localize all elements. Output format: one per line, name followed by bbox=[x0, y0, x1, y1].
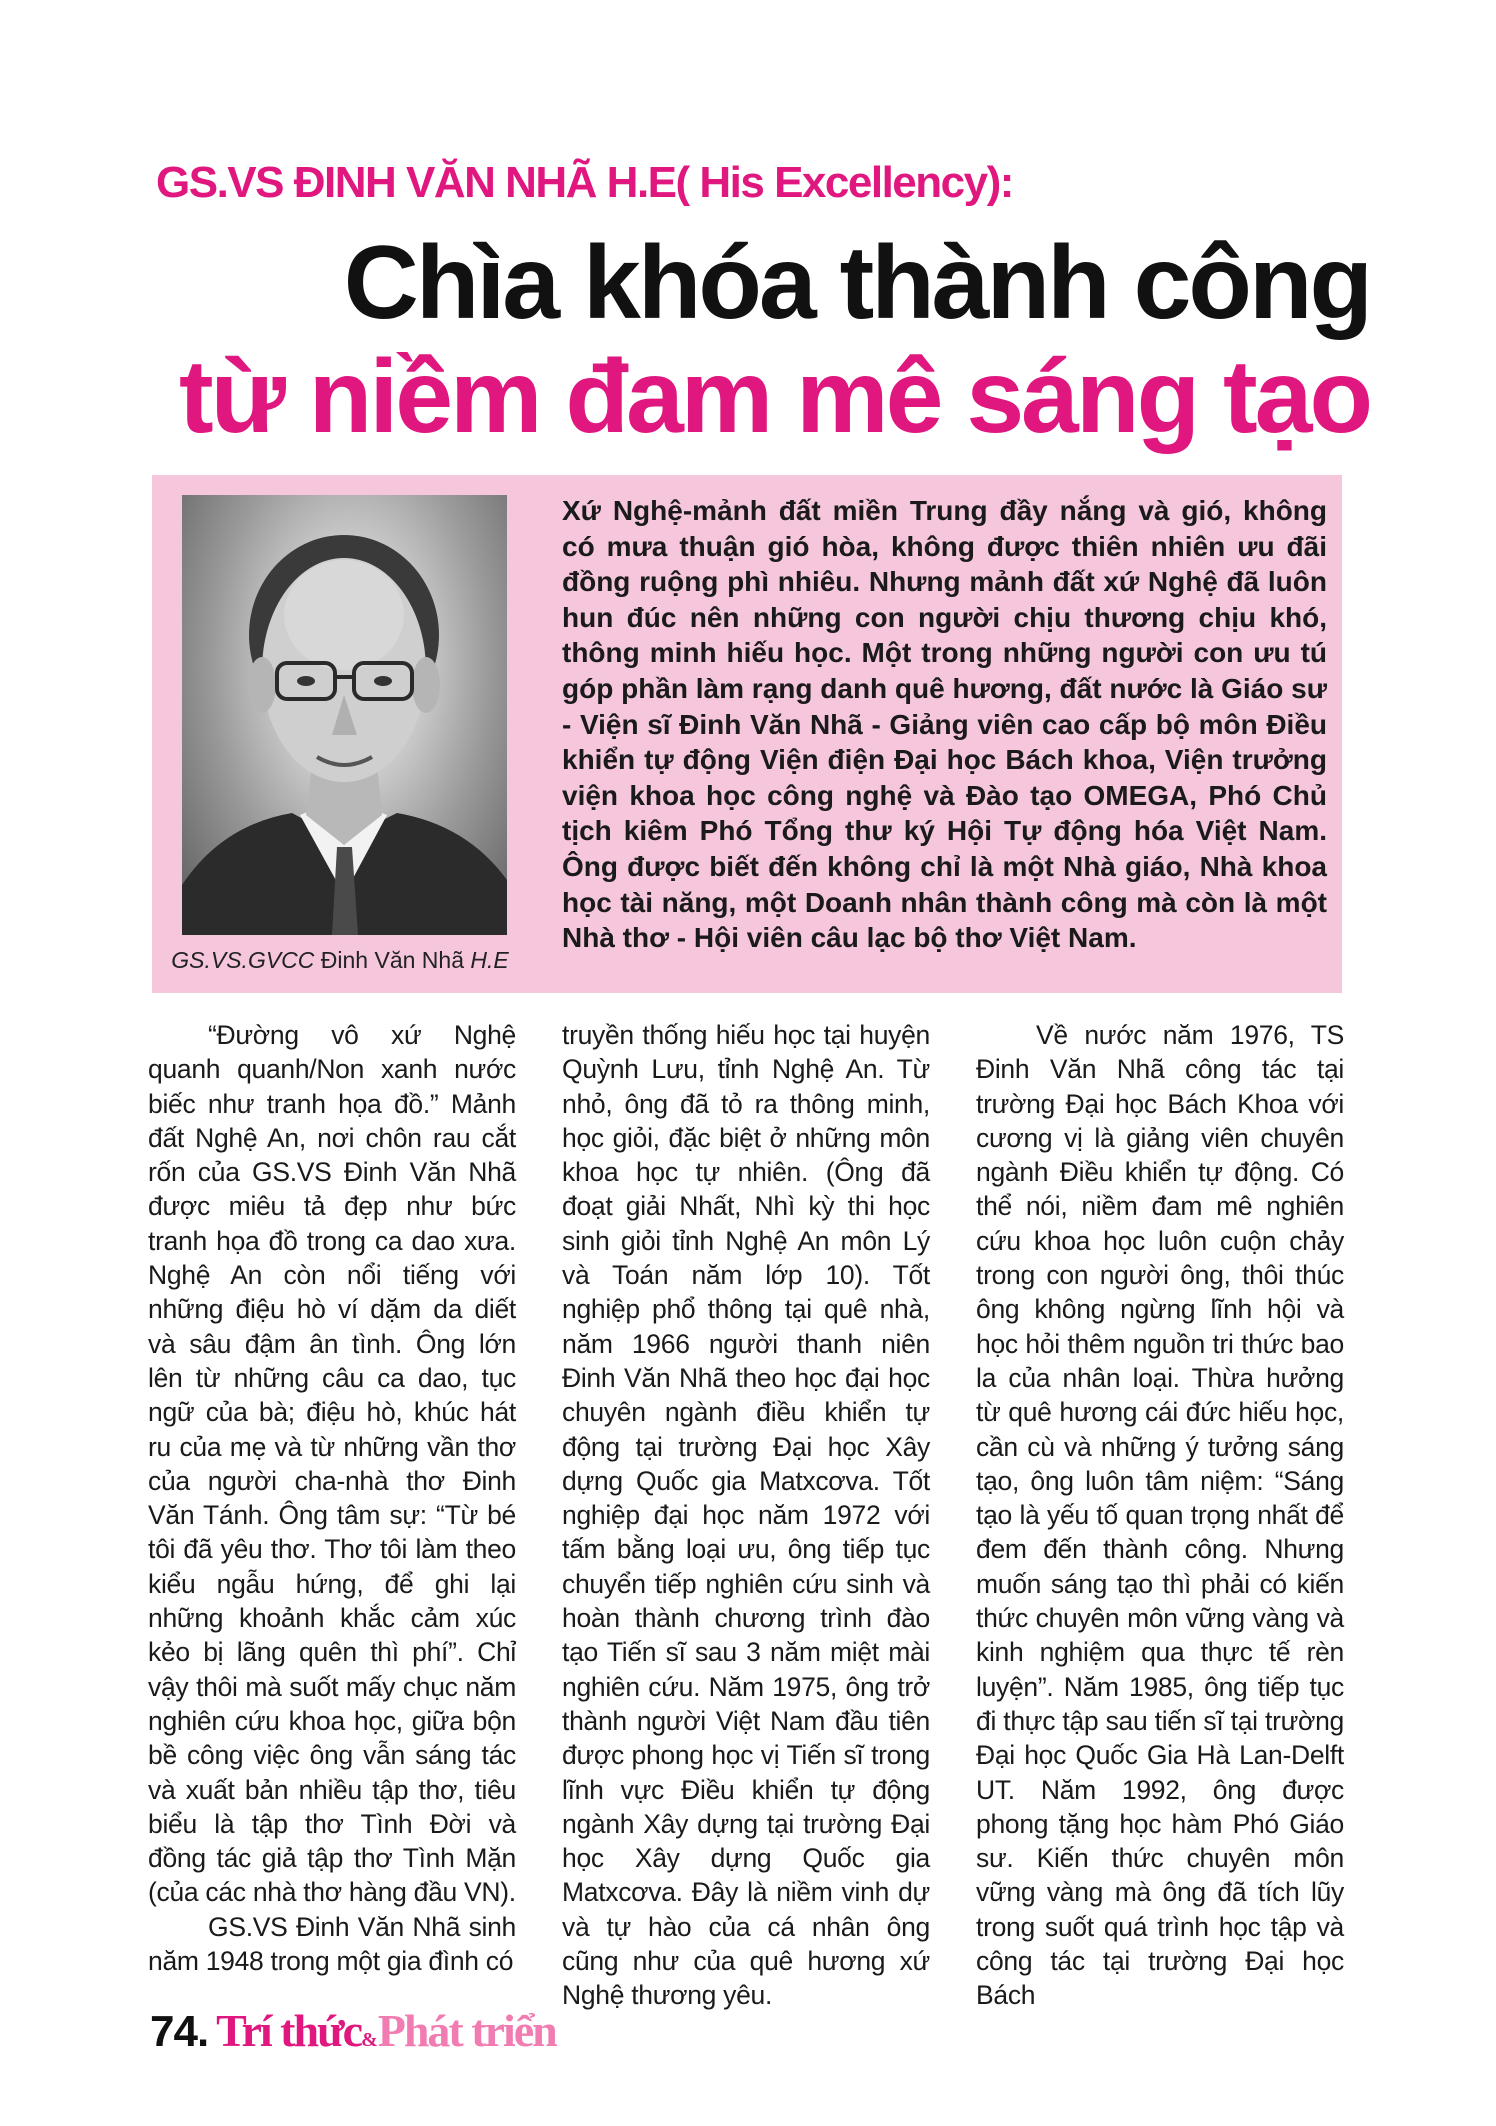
paragraph: Về nước năm 1976, TS Đinh Văn Nhã công tác tại trường Đại học Bách Khoa với cương vị là giảng viên chuyên ngành Điều khiển tự động. Có thể nói, niềm đam mê nghiên cứu khoa học luôn cuộn chảy trong con người ông, thôi thúc ông không ngừng lĩnh hội và học hỏi thêm nguồn tri thức bao la của nhân loại. Thừa hưởng từ quê hương cái đức hiếu học, cần cù và những ý tưởng sáng tạo, ông luôn tâm niệm: “Sáng tạo là yếu tố quan trọng nhất để đem đến thành công. Nhưng muốn sáng tạo thì phải có kiến thức chuyên môn vững vàng và kinh nghiệm qua thực tế rèn luyện”. Năm 1985, ông tiếp tục đi thực tập sau tiến sĩ tại trường Đại học Quốc Gia Hà Lan-Delft UT. Năm 1992, ông được phong tặng học hàm Phó Giáo sư. Kiến thức chuyên môn vững vàng mà ông đã tích lũy trong suốt quá trình học tập và công tác tại trường Đại học Bách bbox=[976, 1020, 1344, 2011]
portrait-illustration bbox=[182, 495, 507, 935]
magazine-name-amp: & bbox=[361, 2029, 378, 2051]
page-number: 74. bbox=[150, 2007, 209, 2056]
article-body bbox=[148, 1018, 1348, 2011]
caption-suffix: H.E bbox=[470, 947, 509, 973]
intro-paragraph: Xứ Nghệ-mảnh đất miền Trung đầy nắng và gió, không có mưa thuận gió hòa, không được thiên nhiên ưu đãi đồng ruộng phì nhiêu. Nhưng mảnh đất xứ Nghệ đã luôn hun đúc nên những con người chịu thương chịu khó, thông minh hiếu học. Một trong những người con ưu tú góp phần làm rạng danh quê hương, đất nước là Giáo sư - Viện sĩ Đinh Văn Nhã - Giảng viên cao cấp bộ môn Điều khiển tự động Viện điện Đại học Bách khoa, Viện trưởng viện khoa học công nghệ và Đào tạo OMEGA, Phó Chủ tịch kiêm Phó Tổng thư ký Hội Tự động hóa Việt Nam. Ông được biết đến không chỉ là một Nhà giáo, Nhà khoa học tài năng, một Doanh nhân thành công mà còn là một Nhà thơ - Hội viên câu lạc bộ thơ Việt Nam. bbox=[562, 495, 1327, 954]
paragraph: “Đường vô xứ Nghệ quanh quanh/Non xanh nước biếc như tranh họa đồ.” Mảnh đất Nghệ An, nơi chôn rau cắt rốn của GS.VS Đinh Văn Nhã được miêu tả đẹp như bức tranh họa đồ trong ca dao xưa. Nghệ An còn nổi tiếng với những điệu hò ví dặm da diết và sâu đậm ân tình. Ông lớn lên từ những câu ca dao, tục ngữ của bà; điệu hò, khúc hát ru của mẹ và từ những vần thơ của người cha-nhà thơ Đinh Văn Tánh. Ông tâm sự: “Từ bé tôi đã yêu thơ. Thơ tôi làm theo kiểu ngẫu hứng, để ghi lại những khoảnh khắc cảm xúc kẻo bị lãng quên thì phí”. Chỉ vậy thôi mà suốt mấy chục năm nghiên cứu khoa học, giữa bộn bề công việc ông vẫn sáng tác và xuất bản nhiều tập thơ, tiêu biểu là tập thơ Tình Đời và đồng tác giả tập thơ Tình Mặn (của các nhà thơ hàng đầu VN). bbox=[148, 1020, 516, 1908]
article-kicker: GS.VS ĐINH VĂN NHÃ H.E( His Excellency): bbox=[156, 158, 1013, 207]
portrait-photo bbox=[182, 495, 507, 935]
headline-line2: từ niềm đam mê sáng tạo bbox=[178, 339, 1370, 455]
magazine-name-part1: Trí thức bbox=[216, 2005, 362, 2056]
caption-name: Đinh Văn Nhã bbox=[320, 947, 464, 973]
column-3 bbox=[976, 1018, 1344, 2013]
intro-box bbox=[152, 475, 1342, 993]
photo-caption bbox=[160, 947, 520, 974]
paragraph: GS.VS Đinh Văn Nhã sinh năm 1948 trong một gia đình có bbox=[148, 1911, 516, 1977]
headline-line1: Chìa khóa thành công bbox=[343, 225, 1370, 341]
paragraph: truyền thống hiếu học tại huyện Quỳnh Lưu, tỉnh Nghệ An. Từ nhỏ, ông đã tỏ ra thông minh, học giỏi, đặc biệt ở những môn khoa học tự nhiên. (Ông đã đoạt giải Nhất, Nhì kỳ thi học sinh giỏi tỉnh Nghệ An môn Lý và Toán năm lớp 10). Tốt nghiệp phổ thông tại quê nhà, năm 1966 người thanh niên Đinh Văn Nhã theo học đại học chuyên ngành điều khiển tự động tại trường Đại học Xây dựng Quốc gia Matxcơva. Tốt nghiệp đại học năm 1972 với tấm bằng loại ưu, ông tiếp tục chuyển tiếp nghiên cứu sinh và hoàn thành chương trình đào tạo Tiến sĩ sau 3 năm miệt mài nghiên cứu. Năm 1975, ông trở thành người Việt Nam đầu tiên được phong học vị Tiến sĩ trong lĩnh vực Điều khiển tự động ngành Xây dựng tại trường Đại học Xây dựng Quốc gia Matxcơva. Đây là niềm vinh dự và tự hào của cá nhân ông cũng như của quê hương xứ Nghệ thương yêu. bbox=[562, 1020, 930, 2011]
magazine-name-part2: Phát triển bbox=[377, 2005, 556, 2056]
page-footer bbox=[150, 2004, 556, 2057]
column-2 bbox=[562, 1018, 930, 2013]
caption-title: GS.VS.GVCC bbox=[171, 947, 315, 973]
column-1 bbox=[148, 1018, 516, 1978]
